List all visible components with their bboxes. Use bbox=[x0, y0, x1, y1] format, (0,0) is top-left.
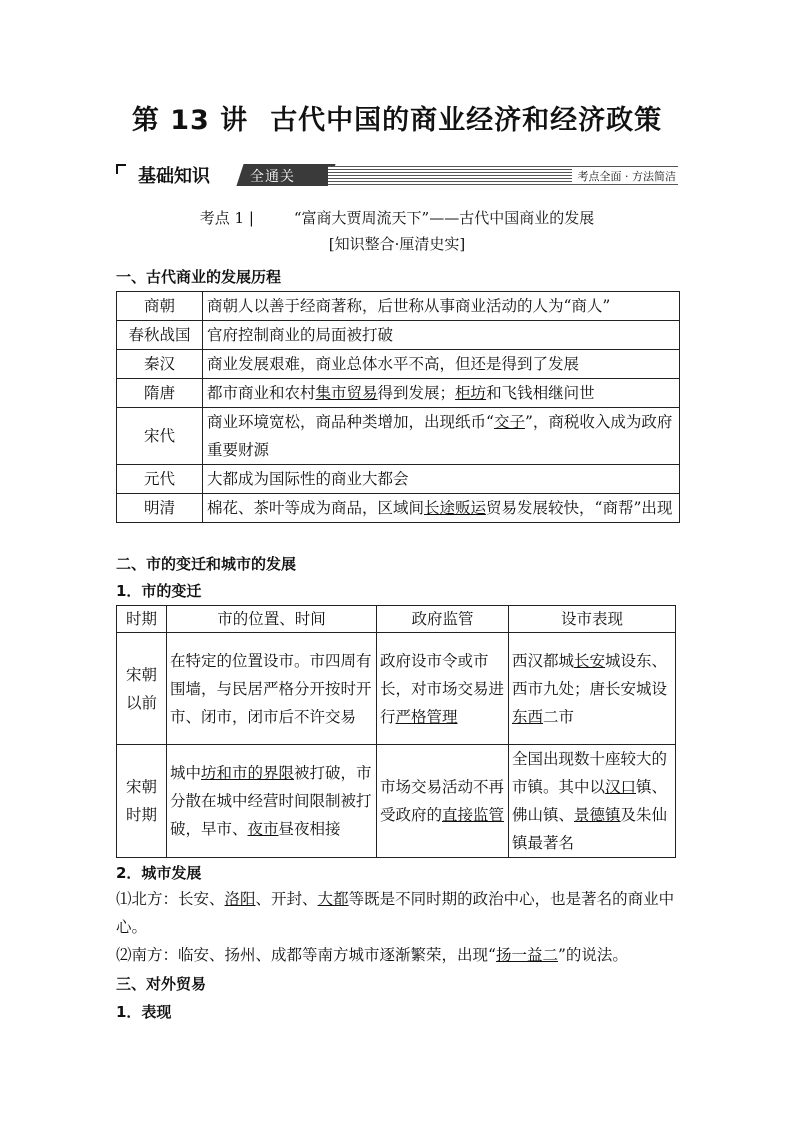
desc-cell: 棉花、茶叶等成为商品，区域间长途贩运贸易发展较快，“商帮”出现 bbox=[203, 494, 680, 523]
lesson-title bbox=[0, 98, 794, 137]
location-cell: 在特定的位置设市。市四周有围墙，与民居严格分开按时开市、闭市，闭市后不许交易 bbox=[167, 633, 377, 745]
period-cell: 宋朝时期 bbox=[117, 745, 167, 858]
point-heading bbox=[0, 207, 794, 228]
banner-tag: 全通关 bbox=[250, 169, 295, 185]
desc-cell: 商业发展艰难，商业总体水平不高，但还是得到了发展 bbox=[203, 350, 680, 379]
location-cell: 城中坊和市的界限被打破，市分散在城中经营时间限制被打破，早市、夜市昼夜相接 bbox=[167, 745, 377, 858]
desc-cell: 都市商业和农村集市贸易得到发展；柜坊和飞钱相继问世 bbox=[203, 379, 680, 408]
paragraph-south: ⑵南方：临安、扬州、成都等南方城市逐渐繁荣，出现“扬一益二”的说法。 bbox=[116, 946, 628, 964]
paragraph-north: ⑴北方：长安、洛阳、开封、大都等既是不同时期的政治中心，也是著名的商业中心。 bbox=[116, 890, 675, 936]
table-row bbox=[117, 321, 680, 350]
section3-sub1: 1．表现 bbox=[116, 1003, 172, 1021]
history-table bbox=[116, 291, 680, 523]
desc-cell: 商朝人以善于经商著称，后世称从事商业活动的人为“商人” bbox=[203, 292, 680, 321]
header-cell: 市的位置、时间 bbox=[167, 606, 377, 633]
header-cell: 设市表现 bbox=[509, 606, 676, 633]
table-row bbox=[117, 292, 680, 321]
show-cell: 西汉都城长安城设东、西市九处；唐长安城设东西二市 bbox=[509, 633, 676, 745]
period-cell: 商朝 bbox=[117, 292, 203, 321]
show-cell: 全国出现数十座较大的市镇。其中以汉口镇、佛山镇、景德镇及朱仙镇最著名 bbox=[509, 745, 676, 858]
period-cell: 宋代 bbox=[117, 408, 203, 465]
period-cell: 宋朝以前 bbox=[117, 633, 167, 745]
table-row bbox=[117, 745, 676, 858]
point-title: “富商大贾周流天下”——古代中国商业的发展 bbox=[293, 209, 595, 227]
table-row bbox=[117, 494, 680, 523]
corner-mark bbox=[116, 164, 126, 174]
table-row bbox=[117, 408, 680, 465]
gov-cell: 政府设市令或市长，对市场交易进行严格管理 bbox=[377, 633, 509, 745]
section3-heading: 三、对外贸易 bbox=[116, 975, 207, 993]
section2-sub1: 1．市的变迁 bbox=[116, 582, 202, 600]
point-label: 考点 1 | bbox=[199, 209, 254, 227]
table-row bbox=[117, 465, 680, 494]
period-cell: 元代 bbox=[117, 465, 203, 494]
period-cell: 秦汉 bbox=[117, 350, 203, 379]
header-cell: 政府监管 bbox=[377, 606, 509, 633]
section2-heading: 二、市的变迁和城市的发展 bbox=[116, 555, 297, 573]
period-cell: 春秋战国 bbox=[117, 321, 203, 350]
gov-cell: 市场交易活动不再受政府的直接监管 bbox=[377, 745, 509, 858]
period-cell: 隋唐 bbox=[117, 379, 203, 408]
point-subtitle: [知识整合·厘清史实] bbox=[328, 235, 466, 253]
banner-right-text: 考点全面 · 方法简洁 bbox=[572, 168, 679, 184]
desc-cell: 官府控制商业的局面被打破 bbox=[203, 321, 680, 350]
desc-cell: 大都成为国际性的商业大都会 bbox=[203, 465, 680, 494]
table-row bbox=[117, 379, 680, 408]
period-cell: 明清 bbox=[117, 494, 203, 523]
section2-sub2: 2．城市发展 bbox=[116, 864, 202, 882]
banner-heading: 基础知识 bbox=[138, 166, 210, 187]
table-row bbox=[117, 633, 676, 745]
table-row bbox=[117, 350, 680, 379]
header-cell: 时期 bbox=[117, 606, 167, 633]
section-banner bbox=[116, 162, 678, 188]
lesson-number: 第 13 讲 bbox=[131, 105, 249, 136]
lesson-name: 古代中国的商业经济和经济政策 bbox=[270, 105, 663, 136]
market-table bbox=[116, 605, 676, 858]
section1-heading: 一、古代商业的发展历程 bbox=[116, 268, 282, 286]
desc-cell: 商业环境宽松，商品种类增加，出现纸币“交子”，商税收入成为政府重要财源 bbox=[203, 408, 680, 465]
table-header-row bbox=[117, 606, 676, 633]
